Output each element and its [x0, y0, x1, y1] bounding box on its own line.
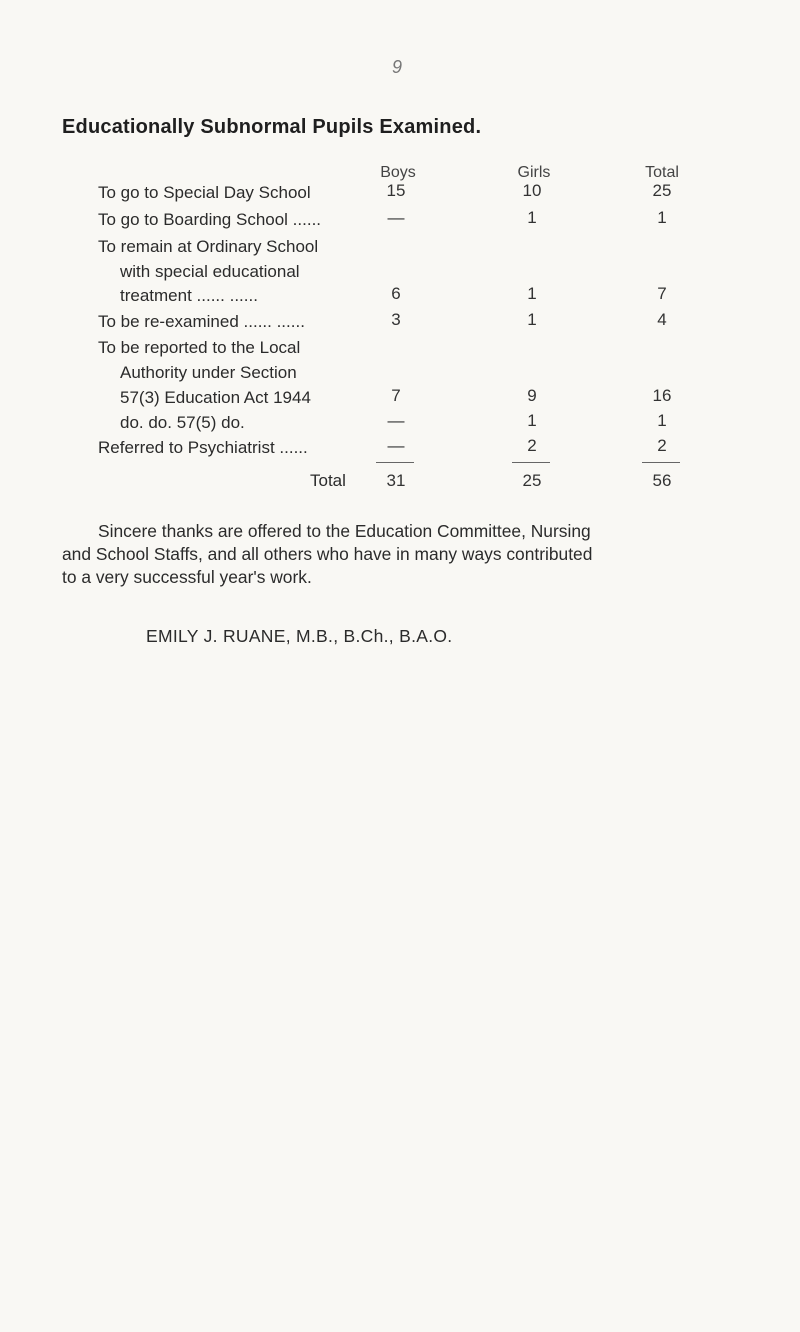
- total-cell-total: 56: [652, 471, 672, 490]
- table-row-label: To be reported to the Local: [98, 338, 301, 357]
- table-cell-girls: 10: [522, 181, 542, 200]
- table-cell-boys: 7: [391, 386, 401, 405]
- table-cell-boys: —: [387, 436, 405, 455]
- table-cell-boys: 15: [386, 181, 406, 200]
- table-cell-boys: 6: [391, 284, 401, 303]
- column-header-total: Total: [645, 164, 679, 181]
- table-row-label: treatment ...... ......: [120, 286, 258, 305]
- total-label: Total: [310, 471, 346, 490]
- table-cell-total: 7: [657, 284, 667, 303]
- table-cell-total: 4: [657, 310, 667, 329]
- table-cell-girls: 1: [527, 310, 537, 329]
- total-rule-total: [642, 462, 680, 463]
- table-cell-total: 1: [657, 411, 667, 430]
- table-row-label: To remain at Ordinary School: [98, 237, 319, 256]
- table-cell-boys: 3: [391, 310, 401, 329]
- document-title: Educationally Subnormal Pupils Examined.: [62, 116, 482, 138]
- total-rule-boys: [376, 462, 414, 463]
- table-cell-girls: 2: [527, 436, 537, 455]
- paragraph-line: and School Staffs, and all others who have in many ways contributed: [62, 544, 593, 564]
- table-row-label: with special educational: [120, 262, 300, 281]
- column-header-girls: Girls: [517, 164, 551, 181]
- table-row-label: Referred to Psychiatrist ......: [98, 438, 308, 457]
- table-cell-total: 25: [652, 181, 672, 200]
- table-cell-girls: 1: [527, 411, 537, 430]
- total-cell-girls: 25: [522, 471, 542, 490]
- table-cell-girls: 1: [527, 208, 537, 227]
- table-row-label: do. do. 57(5) do.: [120, 413, 245, 432]
- table-cell-total: 16: [652, 386, 672, 405]
- signature: EMILY J. RUANE, M.B., B.Ch., B.A.O.: [146, 626, 453, 646]
- table-cell-total: 1: [657, 208, 667, 227]
- table-row-label: 57(3) Education Act 1944: [120, 388, 311, 407]
- paragraph-line: Sincere thanks are offered to the Education Committee, Nursing: [98, 521, 591, 541]
- page-number: 9: [392, 57, 403, 77]
- table-cell-boys: —: [387, 208, 405, 227]
- total-rule-girls: [512, 462, 550, 463]
- table-cell-girls: 1: [527, 284, 537, 303]
- paragraph-line: to a very successful year's work.: [62, 567, 312, 587]
- total-cell-boys: 31: [386, 471, 406, 490]
- table-row-label: Authority under Section: [120, 363, 297, 382]
- column-header-boys: Boys: [380, 164, 416, 181]
- table-cell-total: 2: [657, 436, 667, 455]
- table-row-label: To go to Boarding School ......: [98, 210, 322, 229]
- table-cell-boys: —: [387, 411, 405, 430]
- table-row-label: To be re-examined ...... ......: [98, 312, 305, 331]
- table-cell-girls: 9: [527, 386, 537, 405]
- acknowledgement-paragraph: [62, 520, 762, 589]
- table-row-label: To go to Special Day School: [98, 183, 311, 202]
